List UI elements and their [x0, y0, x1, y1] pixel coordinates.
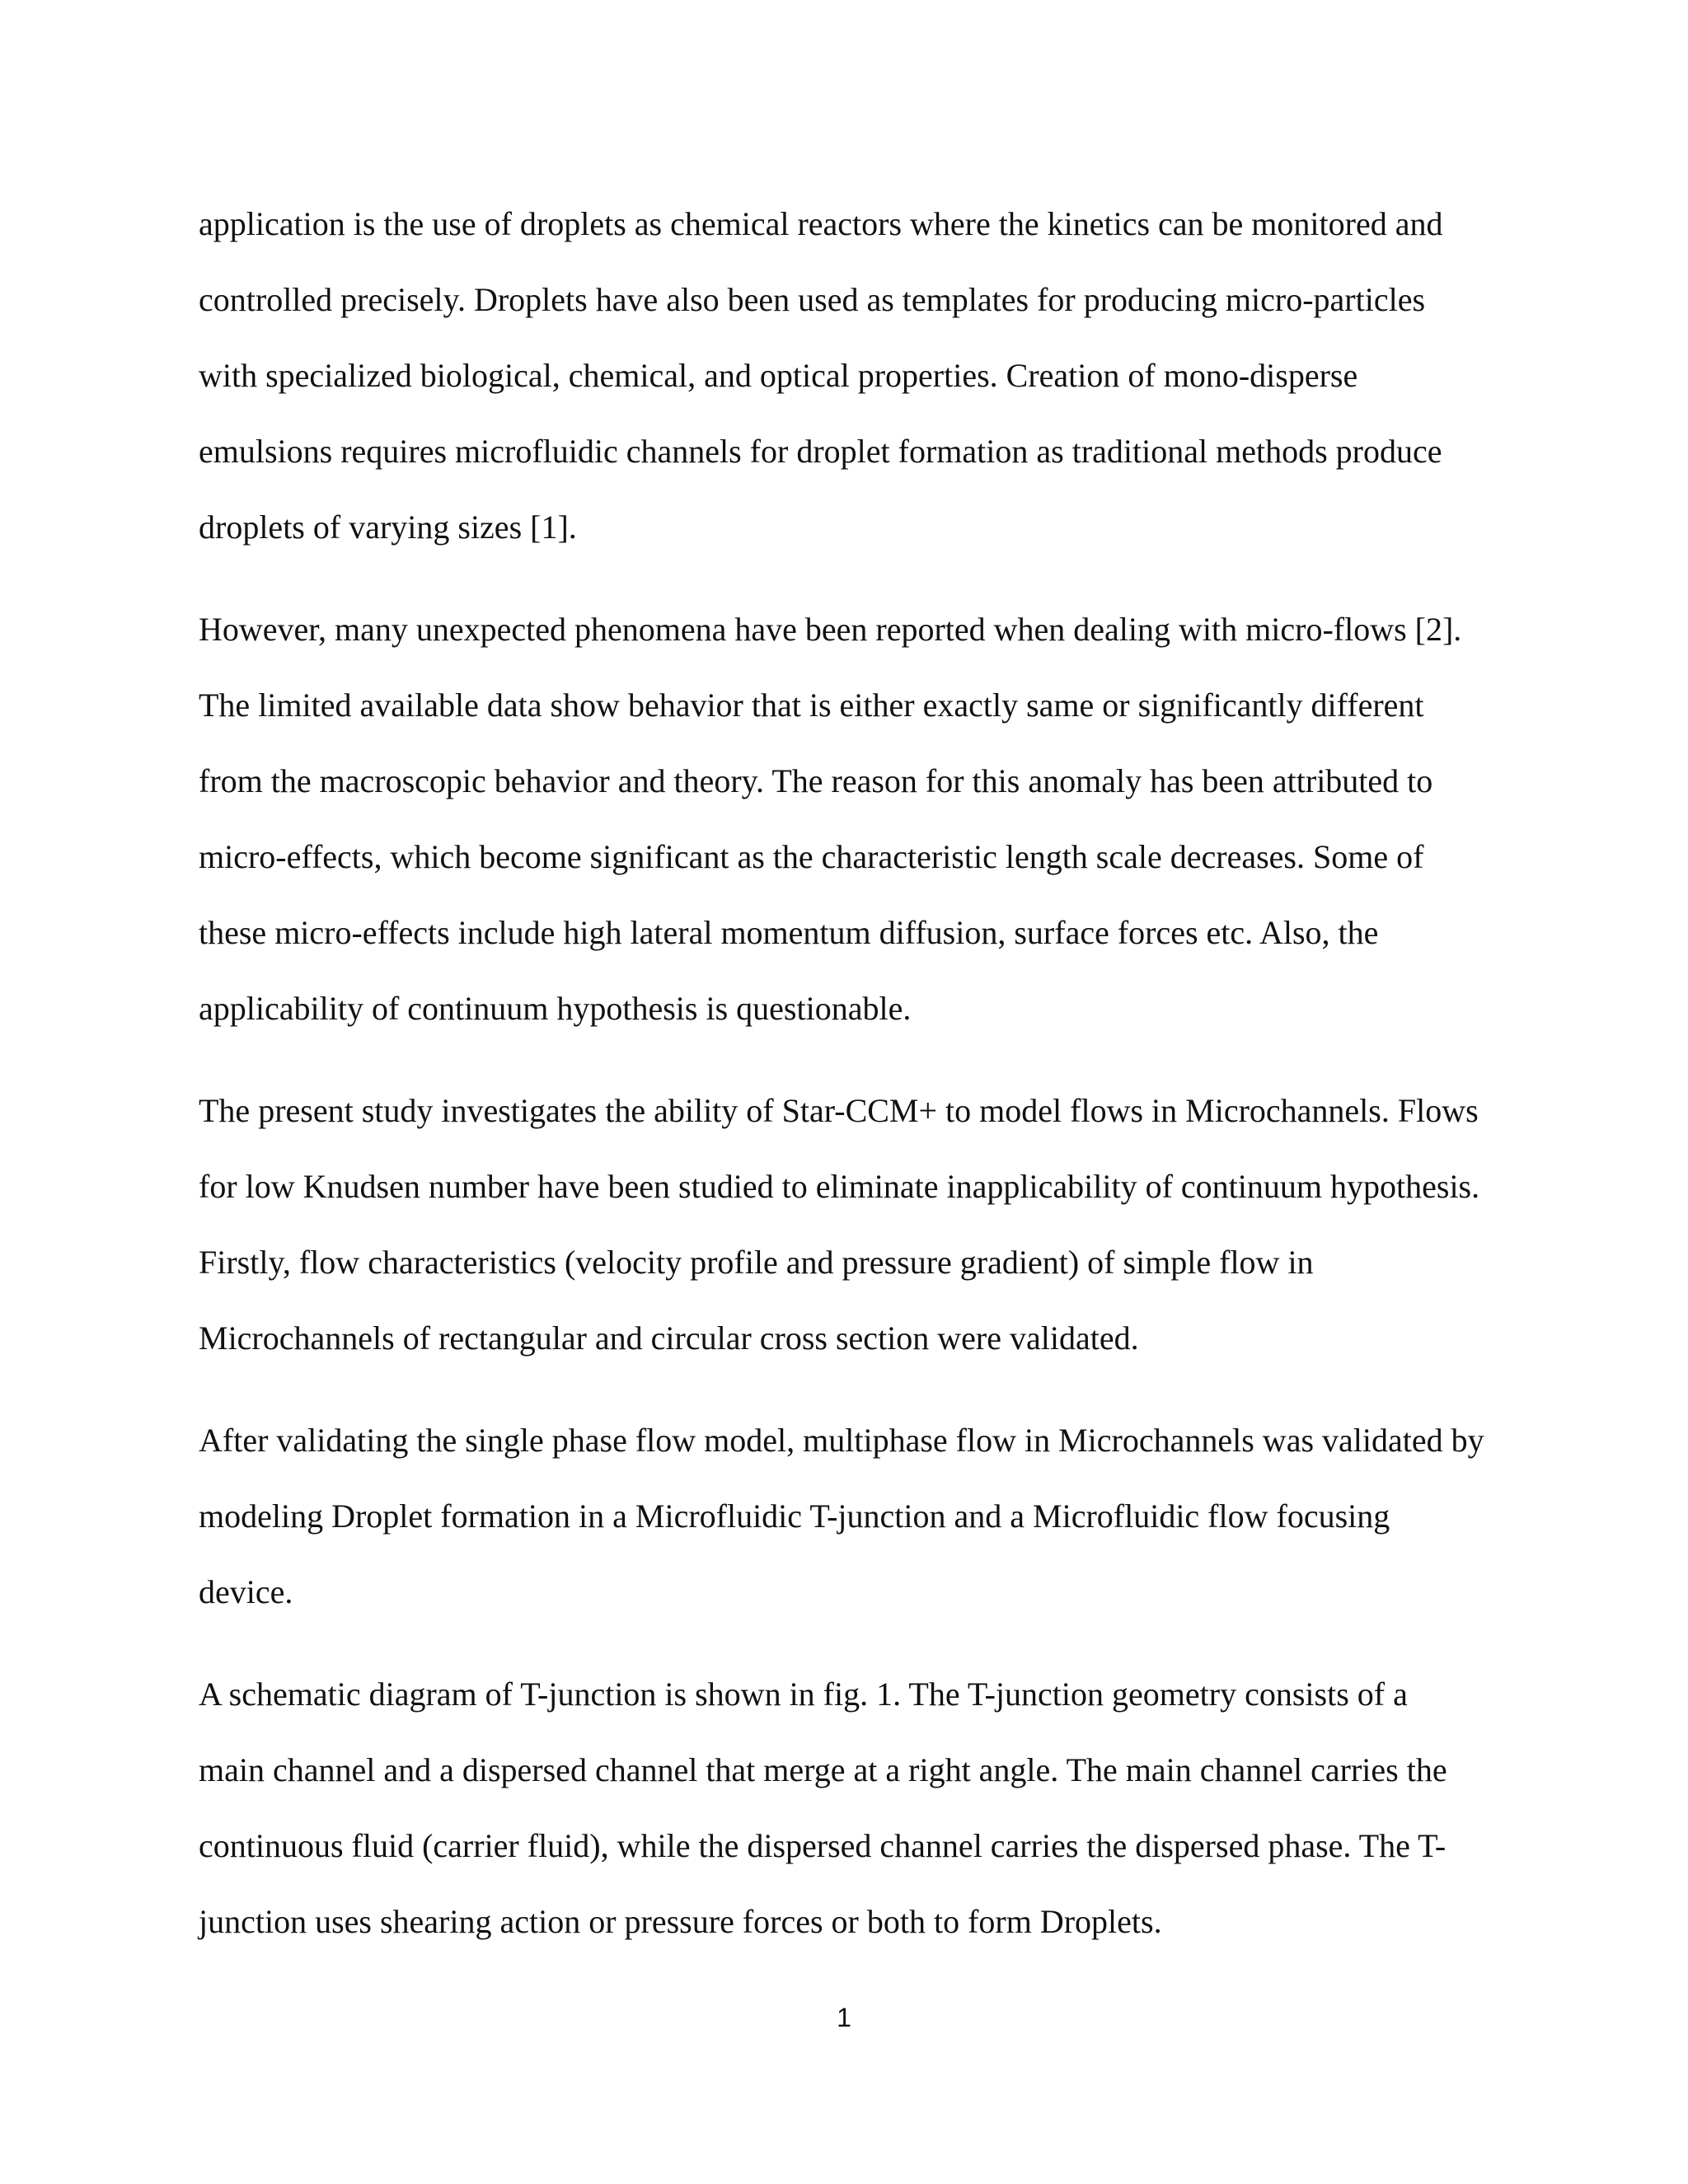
paragraph-1	[199, 186, 1501, 565]
text-line: junction uses shearing action or pressure forces or both to form Droplets.	[199, 1903, 1162, 1940]
text-line: for low Knudsen number have been studied to eliminate inapplicability of continuum hypothesis.	[199, 1168, 1480, 1205]
text-line: modeling Droplet formation in a Microfluidic T-junction and a Microfluidic flow focusing	[199, 1497, 1390, 1535]
text-line: Firstly, flow characteristics (velocity profile and pressure gradient) of simple flow in	[199, 1244, 1314, 1281]
text-line: from the macroscopic behavior and theory. The reason for this anomaly has been attributed to	[199, 762, 1433, 799]
text-line: However, many unexpected phenomena have been reported when dealing with micro-flows [2].	[199, 611, 1462, 648]
text-line: applicability of continuum hypothesis is questionable.	[199, 990, 912, 1027]
paragraph-4	[199, 1403, 1501, 1630]
text-line: continuous fluid (carrier fluid), while the dispersed channel carries the dispersed phase. The T-	[199, 1827, 1447, 1864]
text-line: The limited available data show behavior that is either exactly same or significantly different	[199, 687, 1424, 724]
text-line: with specialized biological, chemical, and optical properties. Creation of mono-disperse	[199, 357, 1358, 394]
text-line: Microchannels of rectangular and circular cross section were validated.	[199, 1319, 1139, 1357]
page-number: 1	[837, 2003, 851, 2032]
body-text	[199, 186, 1501, 1986]
text-line: droplets of varying sizes [1].	[199, 509, 577, 546]
text-line: device.	[199, 1573, 293, 1610]
text-line: these micro-effects include high lateral momentum diffusion, surface forces etc. Also, the	[199, 914, 1379, 951]
text-line: After validating the single phase flow model, multiphase flow in Microchannels was validated by	[199, 1422, 1484, 1459]
paragraph-5	[199, 1657, 1501, 1960]
paragraph-2	[199, 592, 1501, 1047]
text-line: micro-effects, which become significant as the characteristic length scale decreases. Some of	[199, 838, 1424, 875]
text-line: application is the use of droplets as chemical reactors where the kinetics can be monitored and	[199, 205, 1443, 242]
paragraph-3	[199, 1073, 1501, 1376]
text-line: The present study investigates the ability of Star-CCM+ to model flows in Microchannels. Flows	[199, 1092, 1479, 1129]
text-line: A schematic diagram of T-junction is shown in fig. 1. The T-junction geometry consists of a	[199, 1675, 1408, 1713]
text-line: controlled precisely. Droplets have also been used as templates for producing micro-particles	[199, 281, 1426, 318]
text-line: emulsions requires microfluidic channels for droplet formation as traditional methods produce	[199, 433, 1442, 470]
text-line: main channel and a dispersed channel that merge at a right angle. The main channel carries the	[199, 1751, 1447, 1788]
